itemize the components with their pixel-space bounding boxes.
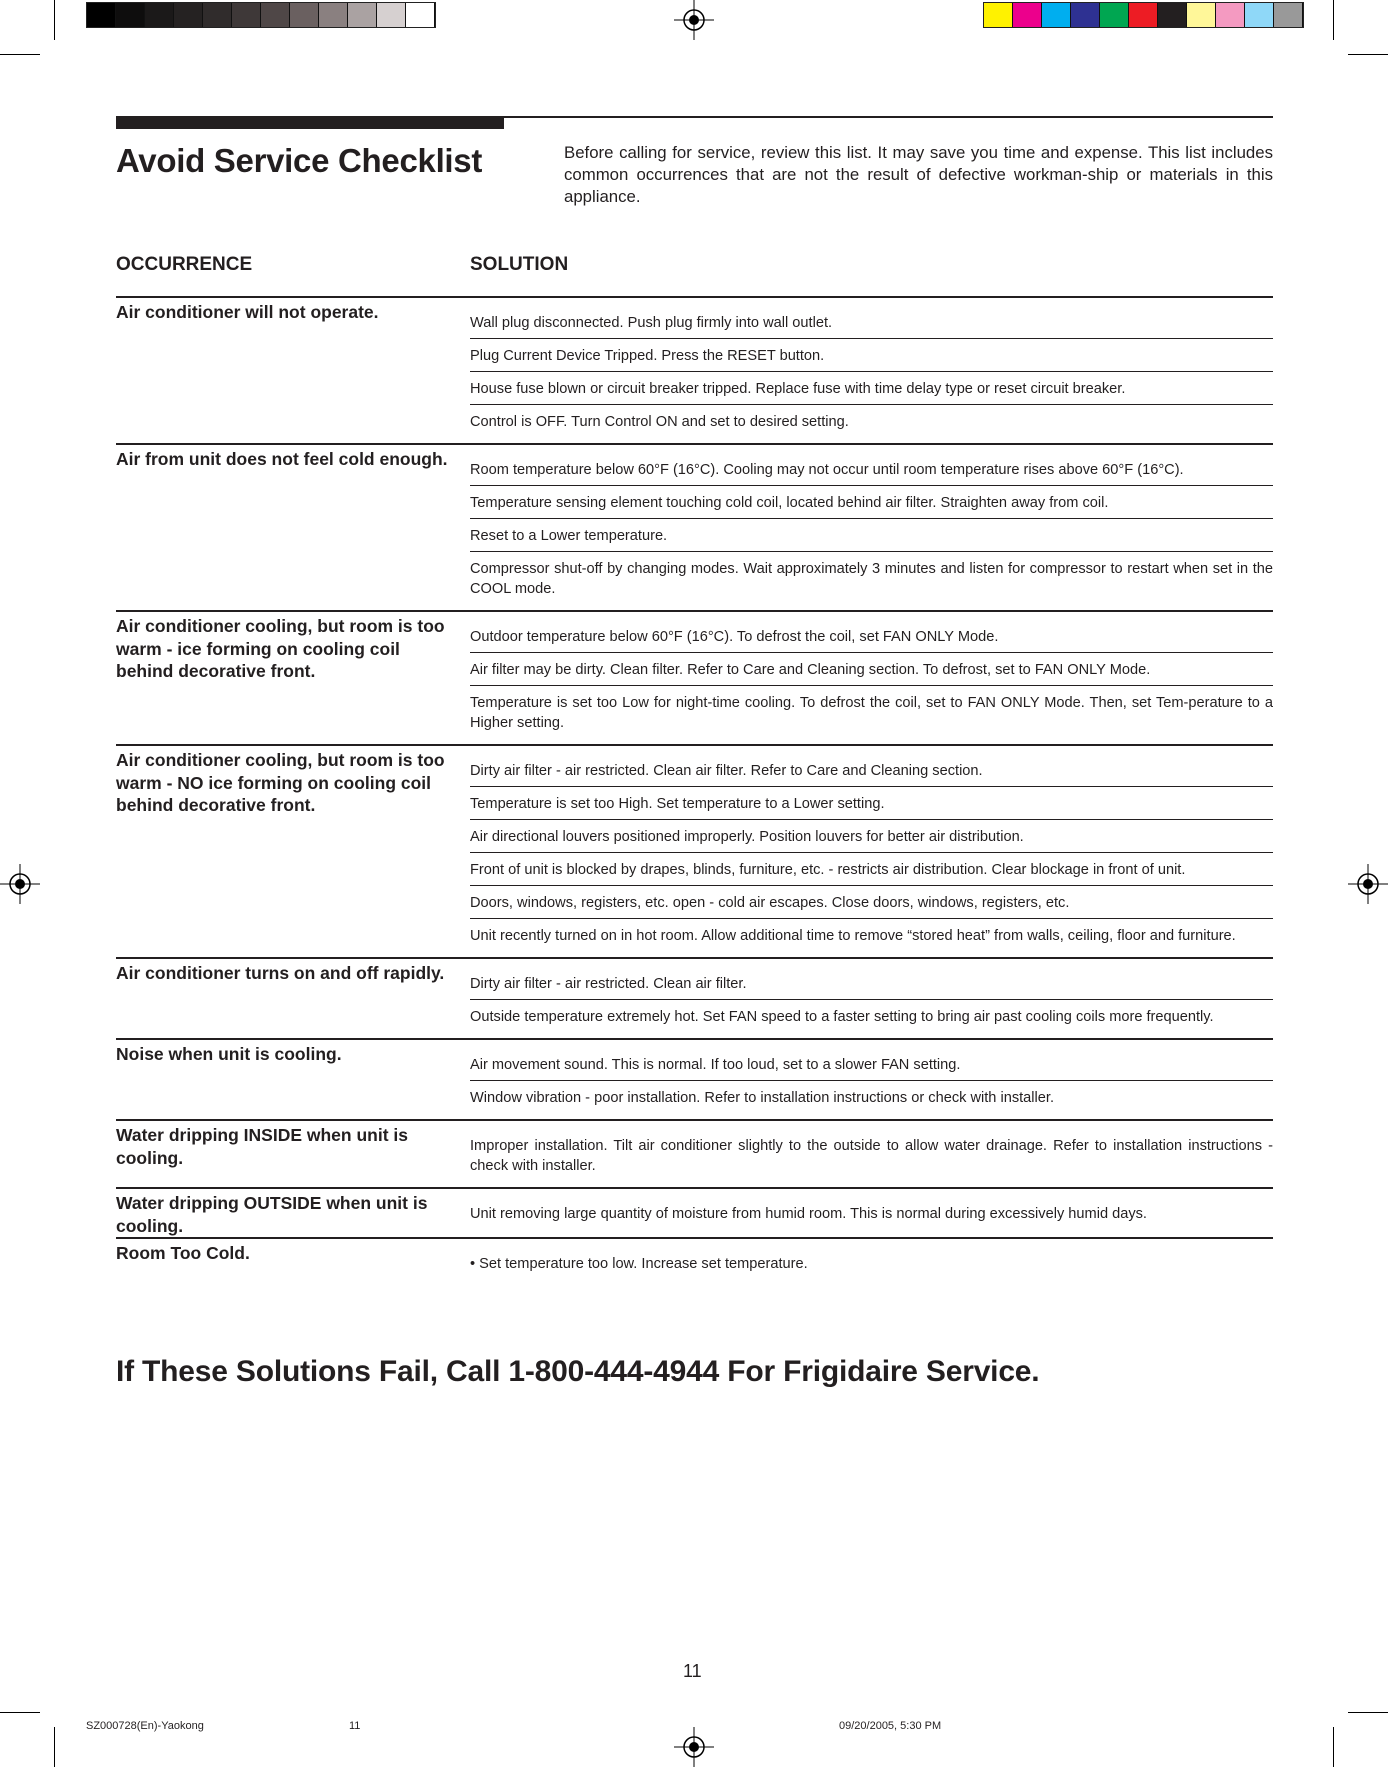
occurrence-text: Air conditioner will not operate.: [116, 302, 379, 322]
solution-item: Improper installation. Tilt air conditioner slightly to the outside to allow water drainage. Refer to installation instructions - check with installer.: [470, 1138, 1273, 1174]
checklist-row: [116, 1237, 1273, 1285]
registration-mark-icon: [674, 0, 714, 40]
gray-swatch: [348, 3, 377, 27]
solution-item: Wall plug disconnected. Push plug firmly into wall outlet.: [470, 315, 833, 331]
gray-swatch: [116, 3, 145, 27]
gray-swatch: [174, 3, 203, 27]
color-swatch: [1274, 3, 1303, 27]
solution-item: Dirty air filter - air restricted. Clean air filter. Refer to Care and Cleaning section.: [470, 763, 983, 779]
color-swatch: [1100, 3, 1129, 27]
solution-item: Outdoor temperature below 60°F (16°C). To defrost the coil, set FAN ONLY Mode.: [470, 629, 999, 645]
gray-swatch: [145, 3, 174, 27]
header-rule-thick: [116, 116, 504, 129]
solution-item: Compressor shut-off by changing modes. Wait approximately 3 minutes and listen for compressor to restart when set in the COOL mode.: [470, 551, 1273, 604]
solution-list: [470, 445, 1273, 610]
gray-swatch: [290, 3, 319, 27]
checklist-row: [116, 1119, 1273, 1187]
solution-item: Unit removing large quantity of moisture from humid room. This is normal during excessively humid days.: [470, 1206, 1147, 1222]
occurrence-text: Room Too Cold.: [116, 1243, 250, 1263]
crop-mark: [1333, 1727, 1334, 1767]
gray-swatch: [377, 3, 406, 27]
crop-mark: [54, 0, 55, 40]
footer-file-name: SZ000728(En)-Yaokong: [86, 1720, 204, 1732]
occurrence-text: Noise when unit is cooling.: [116, 1044, 342, 1064]
solution-list: [470, 1040, 1273, 1119]
registration-mark-icon: [674, 1727, 714, 1767]
color-swatch: [1158, 3, 1187, 27]
checklist-row: [116, 957, 1273, 1038]
color-swatch: [1013, 3, 1042, 27]
color-calibration-bar: [983, 2, 1304, 28]
color-swatch: [1129, 3, 1158, 27]
solution-item: Dirty air filter - air restricted. Clean air filter.: [470, 976, 747, 992]
gray-swatch: [232, 3, 261, 27]
page-title: Avoid Service Checklist: [116, 142, 483, 179]
crop-mark: [0, 54, 40, 55]
solution-item: Temperature is set too High. Set temperature to a Lower setting.: [470, 786, 1273, 819]
solution-item: Air filter may be dirty. Clean filter. Refer to Care and Cleaning section. To defrost, set to FAN ONLY Mode.: [470, 652, 1273, 685]
occurrence-text: Water dripping OUTSIDE when unit is cooling.: [116, 1193, 428, 1236]
solution-item: Air movement sound. This is normal. If too loud, set to a slower FAN setting.: [470, 1057, 961, 1073]
registration-mark-icon: [0, 864, 40, 904]
solution-item: • Set temperature too low. Increase set temperature.: [470, 1256, 808, 1272]
solution-item: Control is OFF. Turn Control ON and set to desired setting.: [470, 404, 1273, 437]
page-number: 11: [683, 1661, 702, 1681]
checklist-row: [116, 744, 1273, 957]
crop-mark: [0, 1712, 40, 1713]
registration-mark-icon: [1348, 864, 1388, 904]
header-rule-thin: [504, 116, 1273, 118]
solution-item: House fuse blown or circuit breaker tripped. Replace fuse with time delay type or reset circuit breaker.: [470, 371, 1273, 404]
solution-item: Outside temperature extremely hot. Set FAN speed to a faster setting to bring air past cooling coils more frequently.: [470, 999, 1273, 1032]
solution-column-header: SOLUTION: [470, 254, 569, 275]
intro-paragraph: Before calling for service, review this list. It may save you time and expense. This list includes common occurrences that are not the result of defective workman-ship or materials in this appliance.: [564, 143, 1273, 206]
solution-list: [470, 746, 1273, 957]
color-swatch: [984, 3, 1013, 27]
solution-item: Front of unit is blocked by drapes, blinds, furniture, etc. - restricts air distribution. Clear blockage in front of unit.: [470, 852, 1273, 885]
color-swatch: [1187, 3, 1216, 27]
color-swatch: [1071, 3, 1100, 27]
gray-calibration-bar: [86, 2, 436, 28]
checklist-row: [116, 296, 1273, 443]
occurrence-text: Air conditioner cooling, but room is too warm - NO ice forming on cooling coil behind decorative front.: [116, 750, 445, 815]
solution-item: Unit recently turned on in hot room. Allow additional time to remove “stored heat” from walls, ceiling, floor and furniture.: [470, 918, 1273, 951]
solution-item: Doors, windows, registers, etc. open - cold air escapes. Close doors, windows, registers, etc.: [470, 885, 1273, 918]
solution-item: Air directional louvers positioned improperly. Position louvers for better air distribution.: [470, 819, 1273, 852]
occurrence-text: Air from unit does not feel cold enough.: [116, 449, 448, 469]
crop-mark: [1348, 54, 1388, 55]
solution-item: Room temperature below 60°F (16°C). Cooling may not occur until room temperature rises above 60°F (16°C).: [470, 462, 1184, 478]
checklist-row: [116, 1038, 1273, 1119]
solution-list: [470, 612, 1273, 744]
occurrence-text: Air conditioner turns on and off rapidly.: [116, 963, 445, 983]
solution-item: Temperature sensing element touching cold coil, located behind air filter. Straighten away from coil.: [470, 485, 1273, 518]
color-swatch: [1216, 3, 1245, 27]
checklist-row: [116, 1187, 1273, 1237]
solution-list: [470, 1121, 1273, 1187]
color-swatch: [1042, 3, 1071, 27]
solution-item: Window vibration - poor installation. Refer to installation instructions or check with installer.: [470, 1080, 1273, 1113]
gray-swatch: [261, 3, 290, 27]
checklist-row: [116, 610, 1273, 744]
checklist-row: [116, 443, 1273, 610]
solution-list: [470, 298, 1273, 443]
gray-swatch: [406, 3, 435, 27]
crop-mark: [1333, 0, 1334, 40]
occurrence-column-header: OCCURRENCE: [116, 254, 253, 275]
crop-mark: [54, 1727, 55, 1767]
crop-mark: [1348, 1712, 1388, 1713]
service-call-banner: If These Solutions Fail, Call 1-800-444-4944 For Frigidaire Service.: [116, 1355, 1040, 1388]
solution-list: [470, 1189, 1273, 1237]
gray-swatch: [203, 3, 232, 27]
solution-list: [470, 1239, 1273, 1285]
gray-swatch: [319, 3, 348, 27]
checklist-table: [116, 296, 1273, 1285]
solution-item: Temperature is set too Low for night-time cooling. To defrost the coil, set to FAN ONLY Mode. Then, set Tem-perature to a Higher setting.: [470, 685, 1273, 738]
footer-date: 09/20/2005, 5:30 PM: [839, 1720, 942, 1732]
gray-swatch: [87, 3, 116, 27]
footer-page: 11: [349, 1720, 361, 1732]
solution-item: Plug Current Device Tripped. Press the RESET button.: [470, 338, 1273, 371]
solution-list: [470, 959, 1273, 1038]
occurrence-text: Water dripping INSIDE when unit is cooling.: [116, 1125, 408, 1168]
solution-item: Reset to a Lower temperature.: [470, 518, 1273, 551]
color-swatch: [1245, 3, 1274, 27]
occurrence-text: Air conditioner cooling, but room is too warm - ice forming on cooling coil behind decorative front.: [116, 616, 445, 681]
